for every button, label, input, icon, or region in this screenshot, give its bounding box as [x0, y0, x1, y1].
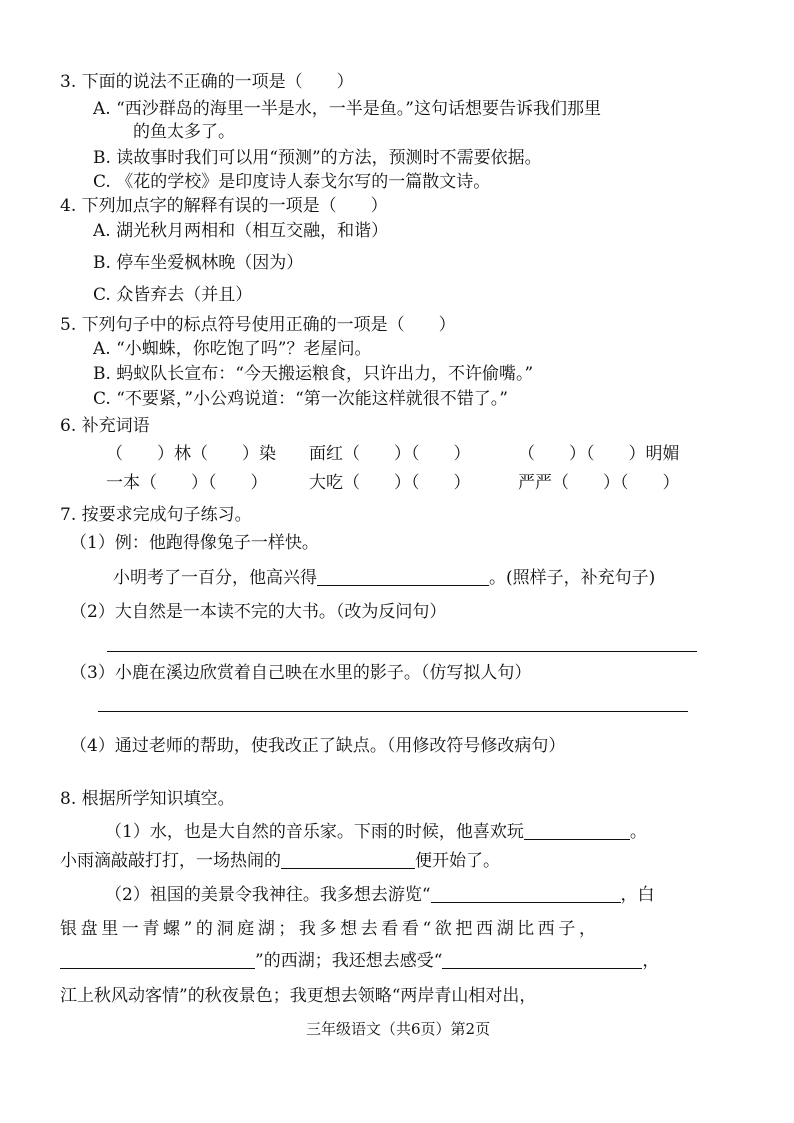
q7-part-1-prefix: 小明考了一百分，他高兴得 — [113, 568, 317, 588]
q6-blank-group: 一本（ ）（ ） — [106, 473, 268, 493]
q3-option-c: C. 《花的学校》是印度诗人泰戈尔写的一篇散文诗。 — [93, 172, 491, 192]
q5-option-a: A. “小蜘蛛，你吃饱了吗”？老屋问。 — [93, 339, 372, 359]
q5-option-c: C. “不要紧，”小公鸡说道：“第一次能这样就很不错了。” — [93, 389, 508, 409]
q6-blank-group: 面红（ ）（ ） — [309, 444, 471, 464]
q8-text: ，白 — [620, 885, 655, 905]
q8-text: （1）水，也是大自然的音乐家。下雨的时候，他喜欢玩 — [105, 822, 524, 842]
q8-para-2-line4: 江上秋风动客情”的秋夜景色；我更想去领略“两岸青山相对出， — [60, 986, 537, 1006]
q4-option-a: A. 湖光秋月两相和（相互交融，和谐） — [93, 221, 389, 241]
question-8-stem: 8. 根据所学知识填空。 — [60, 789, 235, 809]
q7-part-2: （2）大自然是一本读不完的大书。（改为反问句） — [70, 602, 447, 622]
q8-para-1-line1 — [105, 823, 647, 841]
question-6-stem: 6. 补充词语 — [60, 416, 150, 436]
q3-option-a-line1: A. “西沙群岛的海里一半是水，一半是鱼。”这句话想要告诉我们那里 — [93, 99, 601, 119]
question-3-stem: 3. 下面的说法不正确的一项是（ ） — [60, 72, 354, 92]
q7-part-1-example: （1）例：他跑得像兔子一样快。 — [70, 533, 319, 553]
answer-line[interactable] — [107, 651, 697, 652]
q7-part-1-suffix: 。(照样子，补充句子) — [489, 568, 656, 588]
q6-blank-group: （ ）（ ）明媚 — [518, 444, 680, 464]
q6-blank-group: （ ）林（ ）染 — [106, 444, 276, 464]
answer-blank[interactable] — [281, 852, 415, 869]
answer-blank[interactable] — [524, 823, 630, 840]
q8-para-2-line2: 银盘里一青螺”的洞庭湖；我多想去看看“欲把西湖比西子， — [60, 919, 600, 939]
answer-blank[interactable] — [442, 952, 642, 969]
q8-para-2-line3 — [60, 952, 659, 970]
q8-text: ， — [642, 951, 660, 971]
q6-blank-group: 大吃（ ）（ ） — [309, 473, 471, 493]
q7-part-4: （4）通过老师的帮助，使我改正了缺点。（用修改符号修改病句） — [70, 736, 566, 756]
q8-text: ”的西湖；我还想去感受“ — [255, 951, 443, 971]
q4-option-b: B. 停车坐爱枫林晚（因为） — [93, 253, 304, 273]
q8-text: 便开始了。 — [415, 851, 500, 871]
q4-option-c: C. 众皆弃去（并且） — [93, 285, 253, 305]
q7-part-3: （3）小鹿在溪边欣赏着自己映在水里的影子。（仿写拟人句） — [70, 663, 532, 683]
q8-text: 。 — [629, 822, 647, 842]
question-4-stem: 4. 下列加点字的解释有误的一项是（ ） — [60, 196, 388, 216]
q8-para-2-line1 — [105, 886, 655, 904]
answer-line[interactable] — [98, 711, 688, 712]
q7-part-1-task — [113, 569, 655, 587]
q3-option-a-line2: 的鱼太多了。 — [133, 122, 235, 142]
q8-para-1-line2 — [60, 852, 500, 870]
q8-text: 小雨滴敲敲打打，一场热闹的 — [60, 851, 281, 871]
question-5-stem: 5. 下列句子中的标点符号使用正确的一项是（ ） — [60, 315, 456, 335]
question-7-stem: 7. 按要求完成句子练习。 — [60, 505, 252, 525]
answer-blank[interactable] — [317, 569, 489, 586]
page-footer: 三年级语文（共6页）第2页 — [306, 1020, 491, 1038]
q3-option-b: B. 读故事时我们可以用“预测”的方法，预测时不需要依据。 — [93, 148, 542, 168]
answer-blank[interactable] — [431, 886, 621, 903]
answer-blank[interactable] — [60, 952, 255, 969]
q6-blank-group: 严严（ ）（ ） — [518, 473, 680, 493]
q5-option-b: B. 蚂蚁队长宣布：“今天搬运粮食，只许出力，不许偷嘴。” — [93, 364, 534, 384]
q8-text: （2）祖国的美景令我神往。我多想去游览“ — [105, 885, 431, 905]
